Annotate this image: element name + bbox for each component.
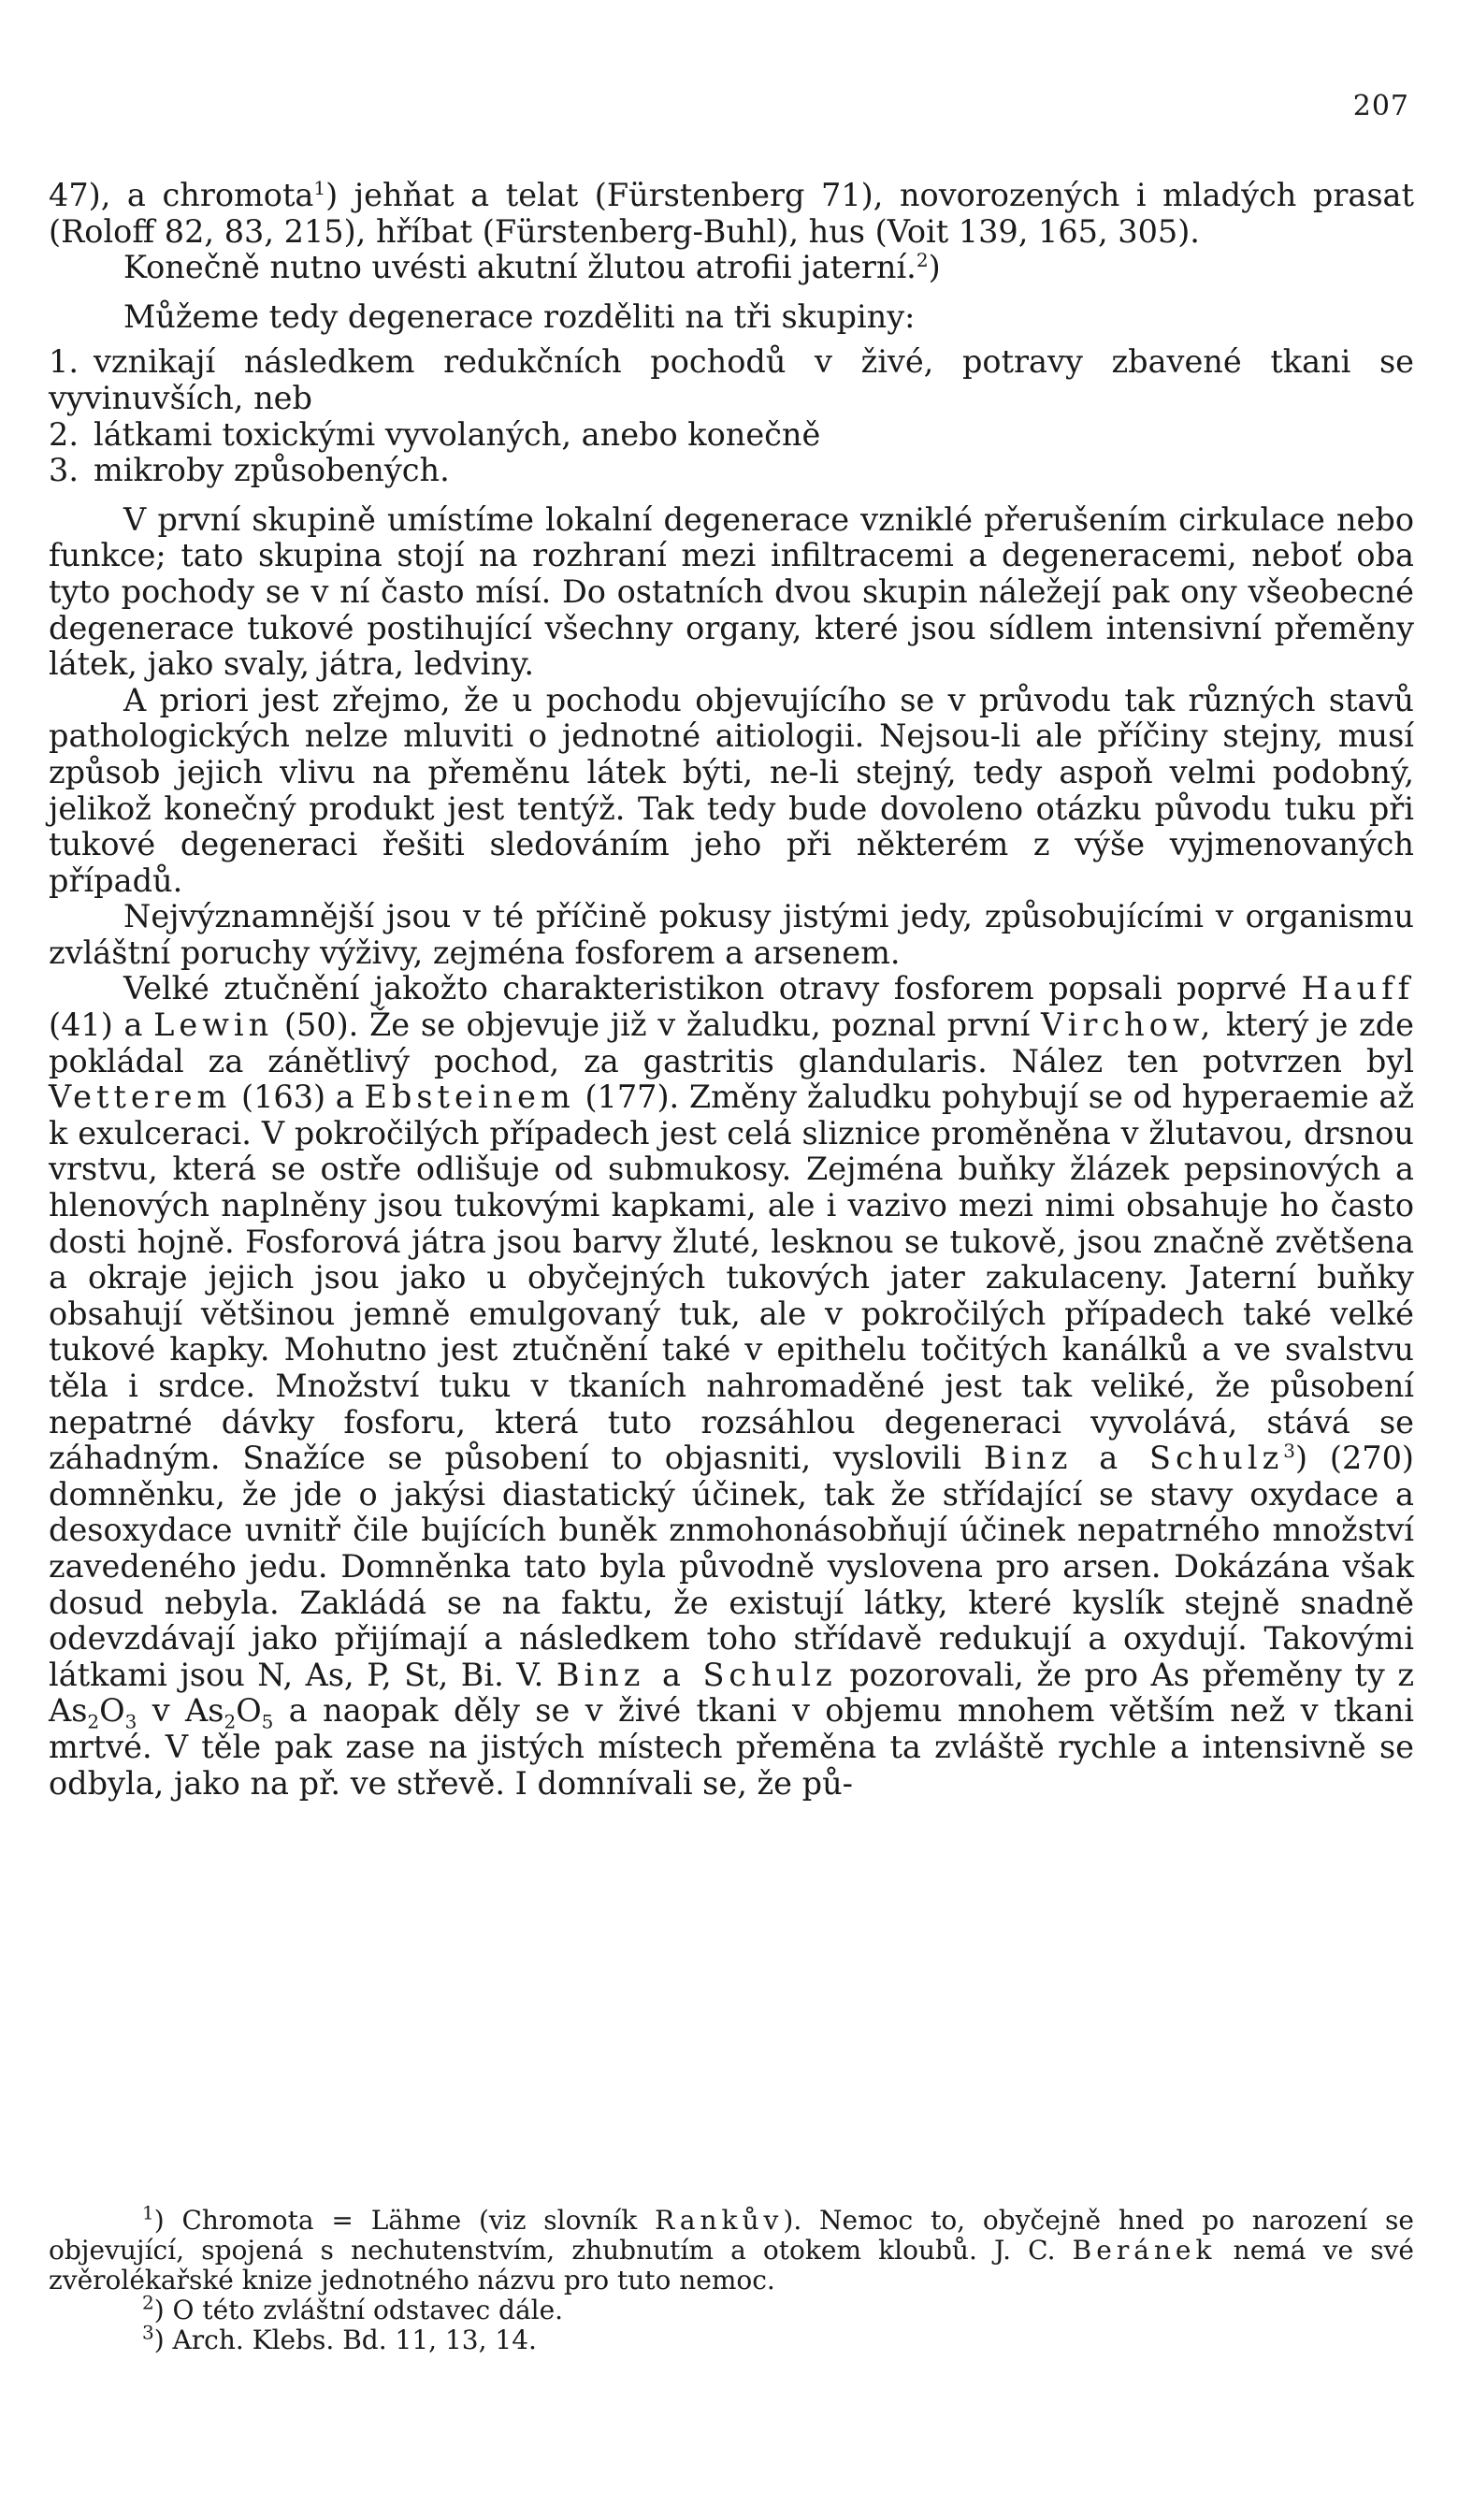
footnote-ref-3[interactable]: 3 bbox=[1283, 1440, 1295, 1463]
paragraph-atrophy: Konečně nutno uvésti akutní žlutou atrofii jaterní.$^2$) bbox=[123, 249, 941, 286]
author-name: Virchow, bbox=[1041, 1007, 1216, 1044]
author-name: Ebsteinem bbox=[364, 1079, 575, 1116]
footnote-1: $^1$) Chromota = Lähme (viz slovník Rankův). Nemoc to, obyčejně hned po narození se objevující, spojená s nechutenstvím, zhubnutím a otokem kloubů. J. C. Beránek nemá ve své zvěrolékařské knize jednotného názvu pro tuto nemoc. bbox=[49, 2201, 1415, 2296]
paragraph-phosphorus: Velké ztučnění jakožto charakteristikon otravy fosforem popsali poprvé Hauff (41) a Lewin (50). Že se objevuje již v žaludku, poznal první Virchow, který je zde pokládal za zánětlivý pochod, za gastritis glandularis. Nález ten potvrzen byl Vetterem (163) a Ebsteinem (177). Změny žaludku pohybují se od hyperaemie až k exulceraci. V pokročilých případech jest celá sliznice proměněna v žlutavou, drsnou vrstvu, která se ostře odlišuje od submukosy. Zejména buňky žlázek pepsinových a hlenových naplněny jsou tukovými kapkami, ale i vazivo mezi nimi obsahuje ho často dosti hojně. Fosforová játra jsou barvy žluté, lesknou se tukově, jsou značně zvětšena a okraje jejich jsou jako u obyčejných tukových jater zakulaceny. Jaterní buňky obsahují většinou jemně emulgovaný tuk, ale v pokročilých případech také velké tukové kapky. Mohutno jest ztučnění také v epithelu točitých kanálků a ve svalstvu těla i srdce. Množství tuku v tkaních nahromaděné jest tak veliké, že působení nepatrné dávky fosforu, která tuto rozsáhlou degeneraci vyvolává, stává se záhadným. Snažíce se působení to objasniti, vyslovili Binz a Schulz$^3$) (270) domněnku, že jde o jakýsi diastatický účinek, tak že střídající se stavy oxydace a desoxydace uvnitř čile bujících buněk znmohonásobňují účinek nepatrného množství zavedeného jedu. Domněnka tato byla původně vyslovena pro arsen. Dokázána však dosud nebyla. Zakládá se na faktu, že existují látky, které kyslík stejně snadně odevzdávají jako přijímají a následkem toho střídavě redukují a oxydují. Takovými látkami jsou N, As, P, St, Bi. V. Binz a Schulz pozorovali, že pro As přeměny ty z $As_2O_3$ v $As_2O_5$ a naopak děly se v živé tkani v objemu mnohem větším než v tkani mrtvé. V těle pak zase na jistých místech přeměna ta zvláště rychle a intensivně se odbyla, jako na př. ve střevě. I domnívali se, že pů- bbox=[49, 970, 1415, 1802]
list-item: 2. látkami toxickými vyvolaných, anebo konečně bbox=[49, 415, 821, 453]
footnote-ref-2[interactable]: 2 bbox=[916, 249, 929, 272]
paragraph-a-priori: A priori jest zřejmo, že u pochodu objevujícího se v průvodu tak různých stavů pathologických nelze mluviti o jednotné aitiologii. Nejsou-li ale příčiny stejny, musí způsob jejich vlivu na přeměnu látek býti, ne-li stejný, tedy aspoň velmi podobný, jelikož konečný produkt jest tentýž. Tak tedy bude dovoleno otázku původu tuku při tukové degeneraci řešiti sledováním jeho při některém z výše vyjmenovaných případů. bbox=[49, 681, 1414, 899]
degeneration-groups-list bbox=[49, 344, 1414, 488]
main-text bbox=[49, 178, 1414, 1802]
page-number: 207 bbox=[1352, 90, 1409, 123]
footnote-2: $^2$) O této zvláštní odstavec dále. bbox=[142, 2291, 564, 2325]
footnote-ref-1[interactable]: 1 bbox=[313, 176, 326, 199]
list-item: 1. vznikají následkem redukčních pochodů v živé, potravy zbavené tkani se vyvinuvších, neb bbox=[49, 343, 1414, 416]
author-name: Vetterem bbox=[49, 1079, 232, 1116]
paragraph-groups-intro: Můžeme tedy degenerace rozděliti na tři skupiny: bbox=[123, 297, 916, 335]
footnote-3: $^3$) Arch. Klebs. Bd. 11, 13, 14. bbox=[142, 2321, 537, 2355]
author-name: Binz a Schulz bbox=[983, 1440, 1284, 1477]
paragraph-continuation: 47), a chromota$^1$) jehňat a telat (Fürstenberg 71), novorozených i mladých prasat (Roloff 82, 83, 215), hříbat (Fürstenberg-Buhl), hus (Voit 139, 165, 305). bbox=[49, 176, 1414, 250]
paragraph-first-group: V první skupině umístíme lokalní degenerace vzniklé přerušením cirkulace nebo funkce; tato skupina stojí na rozhraní mezi infiltracemi a degeneracemi, neboť oba tyto pochody se v ní často mísí. Do ostatních dvou skupin náležejí pak ony všeobecné degenerace tukové postihující všechny organy, které jsou sídlem intensivní přeměny látek, jako svaly, játra, ledviny. bbox=[49, 500, 1414, 683]
author-name: Binz a Schulz bbox=[556, 1656, 837, 1693]
footnotes bbox=[49, 2201, 1415, 2355]
author-name: Lewin bbox=[153, 1007, 274, 1044]
list-item: 3. mikroby způsobených. bbox=[49, 452, 450, 489]
paragraph-poisons: Nejvýznamnější jsou v té příčině pokusy jistými jedy, způsobujícími v organismu zvláštní poruchy výživy, zejména fosforem a arsenem. bbox=[49, 898, 1414, 971]
author-name: Hauff bbox=[1301, 970, 1415, 1007]
